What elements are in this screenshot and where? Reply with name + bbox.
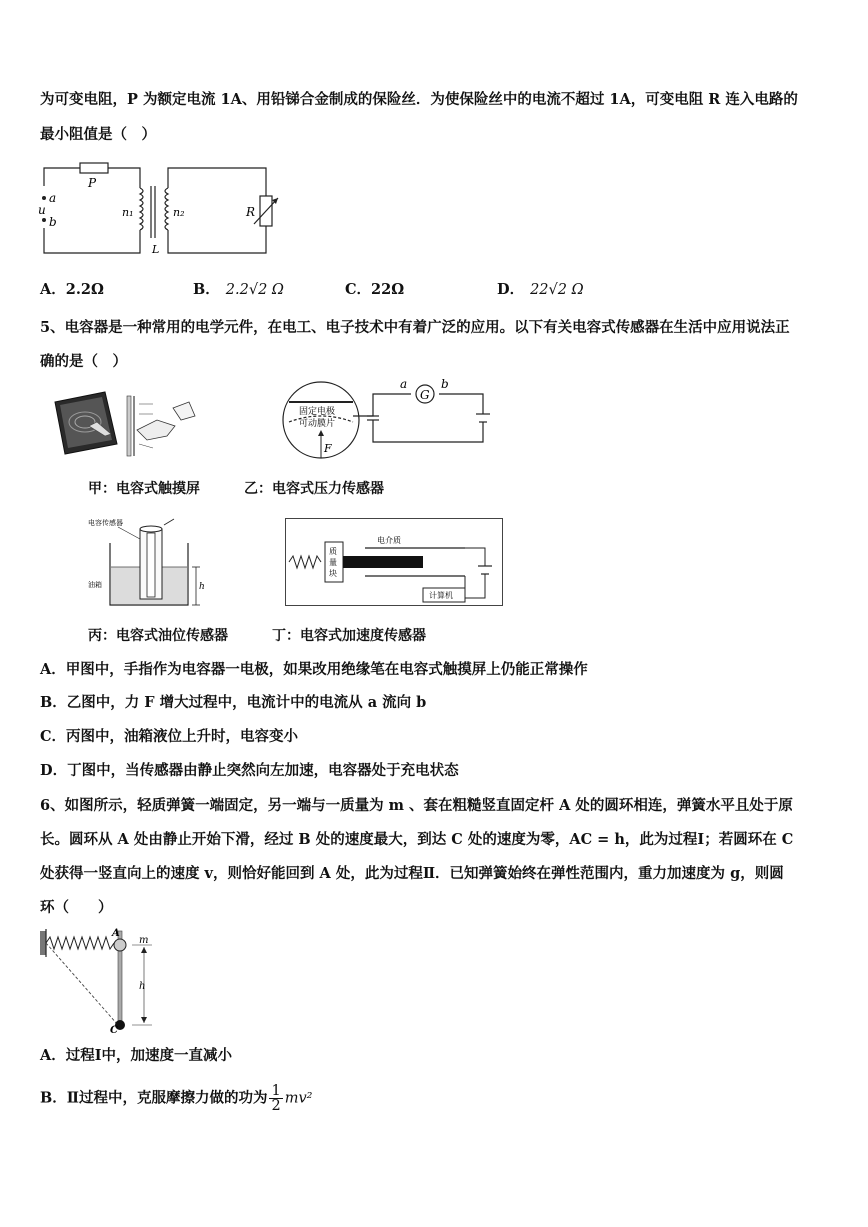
q6-option-b-tail: mv² bbox=[284, 1090, 313, 1107]
caption-bing: 丙：电容式油位传感器 bbox=[88, 628, 228, 644]
pressure-sensor-figure bbox=[283, 378, 498, 463]
label-R: R bbox=[246, 205, 256, 219]
q6-option-b-label: B．Ⅱ过程中，克服摩擦力做的功为 bbox=[40, 1089, 268, 1107]
q6-text-line2: 长。圆环从 A 处由静止开始下滑，经过 B 处的速度最大，到达 C 处的速度为零，AC = h，此为过程Ⅰ；若圆环在 C bbox=[40, 831, 794, 848]
q6-text-line3: 处获得一竖直向上的速度 v，则恰好能回到 A 处，此为过程Ⅱ．已知弹簧始终在弹性范围内，重力加速度为 g，则圆 bbox=[40, 865, 784, 882]
height-h-label: h bbox=[139, 981, 146, 992]
q4-text-line1: 为可变电阻，P 为额定电流 1A、用铅锑合金制成的保险丝．为使保险丝中的电流不超过 1A，可变电阻 R 连入电路的 bbox=[40, 91, 798, 108]
fraction-half bbox=[269, 1084, 282, 1113]
mass-char-2: 量 bbox=[329, 558, 337, 567]
q6-text-line4: 环（ ） bbox=[40, 899, 113, 916]
q5-option-d: D．丁图中，当传感器由静止突然向左加速，电容器处于充电状态 bbox=[40, 762, 459, 779]
label-n2: n₂ bbox=[173, 206, 185, 219]
mass-char-1: 质 bbox=[329, 547, 337, 556]
label-u: u bbox=[38, 203, 46, 217]
q4-option-c: C．22Ω bbox=[345, 281, 405, 298]
touchscreen-figure bbox=[55, 392, 215, 462]
q4-option-b-value: 2.2√2 Ω bbox=[225, 282, 284, 298]
fraction-numerator: 1 bbox=[271, 1083, 281, 1099]
point-A-label: A bbox=[112, 928, 120, 939]
q4-option-b bbox=[193, 280, 284, 300]
point-C-label: C bbox=[110, 1025, 118, 1036]
movable-diaphragm-label: 可动膜片 bbox=[299, 419, 336, 429]
label-n1: n₁ bbox=[122, 206, 134, 219]
sensor-label: 电容传感器 bbox=[88, 519, 123, 527]
mass-char-3: 块 bbox=[329, 569, 337, 578]
terminal-b-label: b bbox=[441, 377, 449, 391]
force-label: F bbox=[324, 442, 332, 455]
galvanometer-label: G bbox=[420, 388, 430, 402]
oil-level-sensor-figure bbox=[88, 515, 213, 610]
q4-option-d bbox=[497, 280, 584, 300]
q5-text-line1: 5、电容器是一种常用的电学元件，在电工、电子技术中有着广泛的应用。以下有关电容式传感器在生活中应用说法正 bbox=[40, 319, 790, 336]
label-b: b bbox=[49, 215, 57, 229]
mass-label: m bbox=[139, 935, 149, 946]
q6-option-b bbox=[40, 1084, 312, 1113]
fixed-electrode-label: 固定电极 bbox=[299, 407, 336, 417]
q5-option-c: C．丙图中，油箱液位上升时，电容变小 bbox=[40, 728, 299, 745]
q5-option-b: B．乙图中，力 F 增大过程中，电流计中的电流从 a 流向 b bbox=[40, 694, 427, 711]
height-label: h bbox=[199, 582, 205, 592]
q5-option-a: A．甲图中，手指作为电容器一电极，如果改用绝缘笔在电容式触摸屏上仍能正常操作 bbox=[40, 661, 588, 678]
dielectric-label: 电介质 bbox=[377, 536, 401, 545]
q4-option-d-value: 22√2 Ω bbox=[530, 282, 584, 298]
q4-option-d-label: D． bbox=[497, 281, 525, 298]
terminal-a-label: a bbox=[400, 377, 408, 391]
computer-label: 计算机 bbox=[429, 591, 453, 600]
caption-ding: 丁：电容式加速度传感器 bbox=[272, 628, 426, 644]
q6-option-a: A．过程Ⅰ中，加速度一直减小 bbox=[40, 1047, 233, 1064]
q4-option-a: A．2.2Ω bbox=[40, 281, 104, 298]
q4-text-line2: 最小阻值是（ ） bbox=[40, 126, 156, 143]
label-L: L bbox=[152, 243, 160, 256]
q4-option-b-label: B． bbox=[193, 281, 220, 298]
label-P: P bbox=[88, 176, 97, 190]
q5-text-line2: 确的是（ ） bbox=[40, 353, 127, 370]
fraction-denominator: 2 bbox=[271, 1098, 281, 1114]
label-a: a bbox=[49, 191, 57, 205]
transformer-circuit-diagram bbox=[36, 158, 276, 258]
caption-yi: 乙：电容式压力传感器 bbox=[244, 481, 384, 497]
tank-label: 油箱 bbox=[88, 581, 102, 589]
accelerometer-figure bbox=[285, 518, 503, 606]
q6-text-line1: 6、如图所示，轻质弹簧一端固定，另一端与一质量为 m 、套在粗糙竖直固定杆 A 处的圆环相连，弹簧水平且处于原 bbox=[40, 797, 793, 814]
spring-ring-diagram bbox=[40, 925, 160, 1035]
caption-jia: 甲：电容式触摸屏 bbox=[88, 481, 200, 497]
